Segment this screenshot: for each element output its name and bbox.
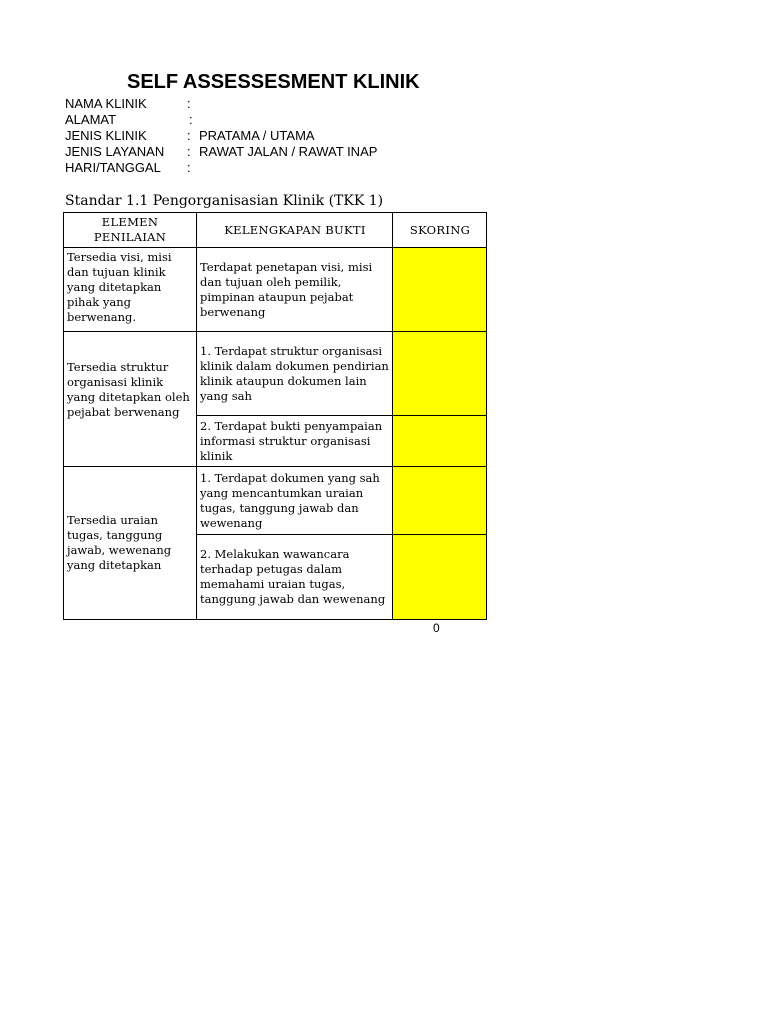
score-cell[interactable] [393,248,487,332]
score-cell[interactable] [393,467,487,535]
info-colon: : [187,144,191,159]
header-skoring: SKORING [393,213,487,248]
element-cell: Tersedia uraian tugas, tanggung jawab, wewenang yang ditetapkan [64,467,197,620]
info-label: HARI/TANGGAL [65,160,161,175]
header-elemen-penilaian: ELEMEN PENILAIAN [64,213,197,248]
element-cell: Tersedia visi, misi dan tujuan klinik yang ditetapkan pihak yang berwenang. [64,248,197,332]
table-header-row [64,213,487,248]
info-colon: : [189,112,193,127]
score-cell[interactable] [393,535,487,620]
table-row [64,332,487,416]
info-value: PRATAMA / UTAMA [199,128,315,143]
standard-title: Standar 1.1 Pengorganisasian Klinik (TKK 1) [65,193,384,209]
header-kelengkapan-bukti: KELENGKAPAN BUKTI [197,213,393,248]
info-label: JENIS LAYANAN [65,144,165,159]
evidence-cell: 2. Terdapat bukti penyampaian informasi struktur organisasi klinik [197,416,393,467]
info-value: RAWAT JALAN / RAWAT INAP [199,144,378,159]
document-title: SELF ASSESSESMENT KLINIK [127,71,420,93]
total-score: 0 [433,621,440,635]
evidence-cell: 2. Melakukan wawancara terhadap petugas dalam memahami uraian tugas, tanggung jawab dan wewenang [197,535,393,620]
element-cell: Tersedia struktur organisasi klinik yang ditetapkan oleh pejabat berwenang [64,332,197,467]
score-cell[interactable] [393,416,487,467]
info-label: NAMA KLINIK [65,96,147,111]
table-row [64,467,487,535]
evidence-cell: Terdapat penetapan visi, misi dan tujuan oleh pemilik, pimpinan ataupun pejabat berwenang [197,248,393,332]
score-cell[interactable] [393,332,487,416]
info-label: ALAMAT [65,112,117,127]
info-colon: : [187,160,191,175]
info-label: JENIS KLINIK [65,128,147,143]
assessment-table [63,212,487,620]
evidence-cell: 1. Terdapat struktur organisasi klinik dalam dokumen pendirian klinik ataupun dokumen lain yang sah [197,332,393,416]
info-colon: : [187,128,191,143]
table-row [64,248,487,332]
evidence-cell: 1. Terdapat dokumen yang sah yang mencantumkan uraian tugas, tanggung jawab dan wewenang [197,467,393,535]
info-colon: : [187,96,191,111]
